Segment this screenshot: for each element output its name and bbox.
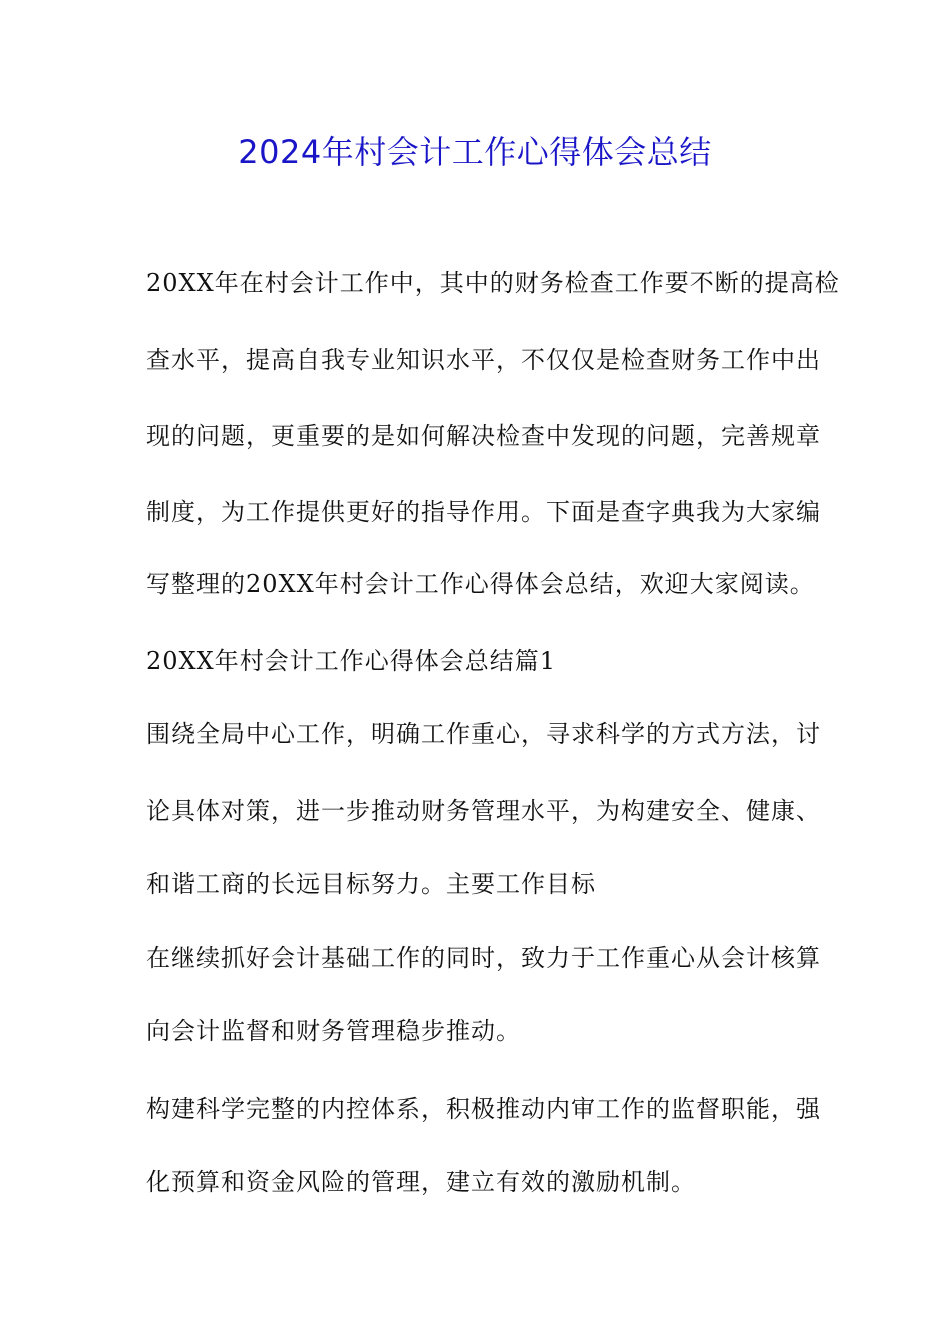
body-line: 化预算和资金风险的管理，建立有效的激励机制。 (146, 1168, 696, 1196)
body-line: 写整理的20XX年村会计工作心得体会总结，欢迎大家阅读。 (146, 570, 815, 598)
document-title: 2024年村会计工作心得体会总结 (238, 133, 712, 171)
section-heading: 20XX年村会计工作心得体会总结篇1 (146, 647, 556, 675)
body-line: 构建科学完整的内控体系，积极推动内审工作的监督职能，强 (146, 1095, 821, 1123)
body-line: 论具体对策，进一步推动财务管理水平，为构建安全、健康、 (146, 797, 821, 825)
body-line: 在继续抓好会计基础工作的同时，致力于工作重心从会计核算 (146, 944, 821, 972)
body-line: 查水平，提高自我专业知识水平，不仅仅是检查财务工作中出 (146, 346, 821, 374)
body-line: 围绕全局中心工作，明确工作重心，寻求科学的方式方法，讨 (146, 720, 821, 748)
body-line: 和谐工商的长远目标努力。主要工作目标 (146, 870, 596, 898)
body-line: 向会计监督和财务管理稳步推动。 (146, 1017, 521, 1045)
body-line: 20XX年在村会计工作中，其中的财务检查工作要不断的提高检 (146, 269, 840, 297)
body-line: 现的问题，更重要的是如何解决检查中发现的问题，完善规章 (146, 422, 821, 450)
body-line: 制度，为工作提供更好的指导作用。下面是查字典我为大家编 (146, 498, 821, 526)
